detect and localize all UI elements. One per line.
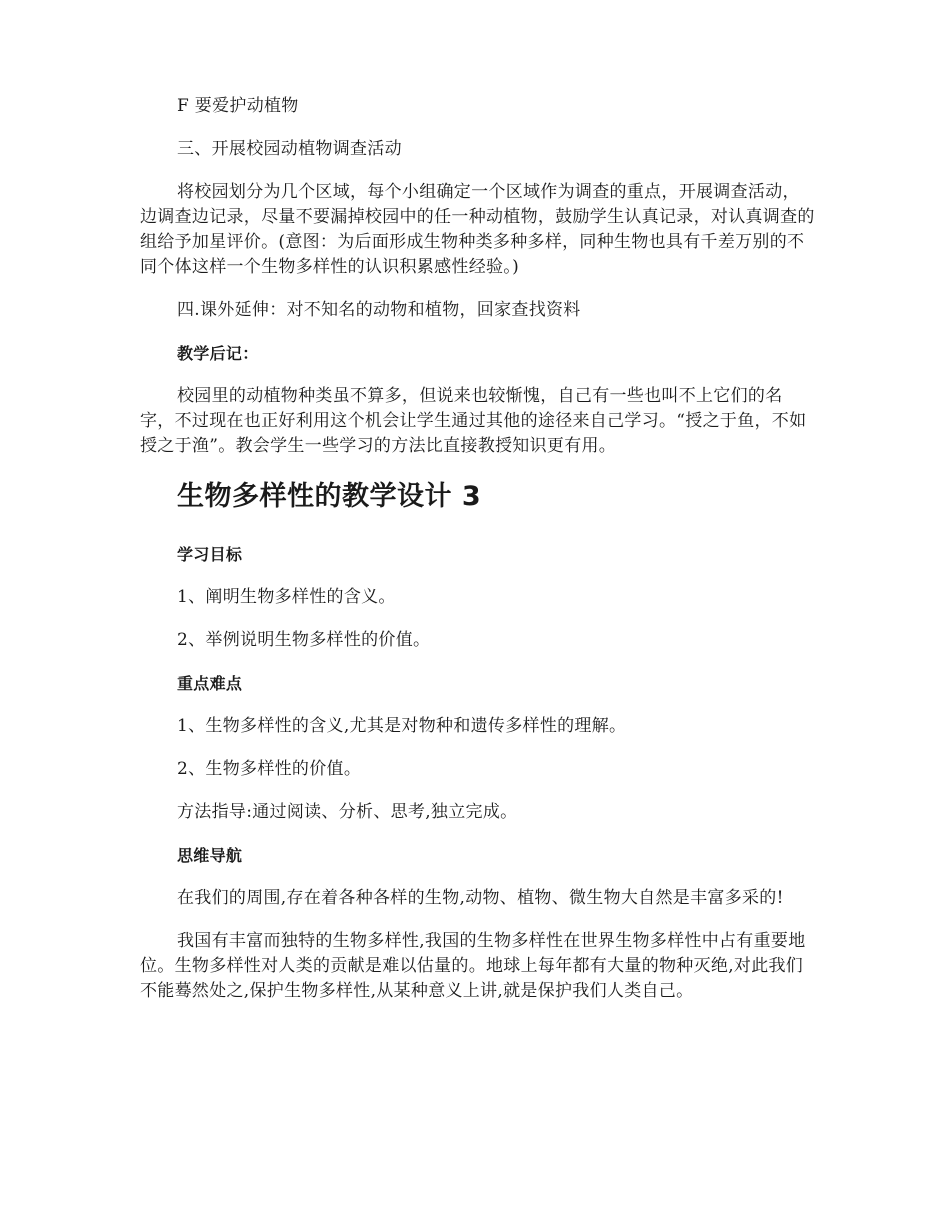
section-title: 生物多样性的教学设计 3 (177, 481, 482, 512)
step-three-heading: 三、开展校园动植物调查活动 (177, 139, 402, 159)
objective-1: 1、阐明生物多样性的含义。 (177, 587, 396, 607)
postscript-heading: 教学后记： (177, 344, 259, 363)
step-four-text: 四.课外延伸：对不知名的动物和植物，回家查找资料 (177, 300, 581, 320)
document-content (140, 94, 815, 1004)
key-point-2: 2、生物多样性的价值。 (177, 759, 362, 779)
key-point-1: 1、生物多样性的含义,尤其是对物种和遗传多样性的理解。 (177, 716, 627, 736)
objective-2: 2、举例说明生物多样性的价值。 (177, 630, 431, 650)
paragraph-1: 在我们的周围,存在着各种各样的生物,动物、植物、微生物大自然是丰富多采的! (177, 888, 784, 908)
key-points-heading: 重点难点 (177, 674, 243, 693)
paragraph-2: 我国有丰富而独特的生物多样性,我国的生物多样性在世界生物多样性中占有重要地位。生物多样性对人类的贡献是难以估量的。地球上每年都有大量的物种灭绝,对此我们不能蓦然处之,保护生物多样性,从某种意义上讲,就是保护我们人类自己。 (140, 931, 806, 1001)
method-guide: 方法指导:通过阅读、分析、思考,独立完成。 (177, 802, 518, 822)
survey-paragraph: 将校园划分为几个区域，每个小组确定一个区域作为调查的重点，开展调查活动，边调查边记录，尽量不要漏掉校园中的任一种动植物，鼓励学生认真记录，对认真调查的组给予加星评价。(意图：为后面形成生物种类多种多样，同种生物也具有千差万别的不同个体这样一个生物多样性的认识积累感性经验。) (140, 182, 815, 277)
postscript-paragraph: 校园里的动植物种类虽不算多，但说来也较惭愧，自己有一些也叫不上它们的名字，不过现在也正好利用这个机会让学生通过其他的途径来自己学习。“授之于鱼，不如授之于渔”。教会学生一些学习的方法比直接教授知识更有用。 (140, 386, 807, 456)
item-f: F 要爱护动植物 (177, 96, 299, 116)
objectives-heading: 学习目标 (177, 545, 243, 564)
thinking-nav-heading: 思维导航 (177, 846, 243, 865)
